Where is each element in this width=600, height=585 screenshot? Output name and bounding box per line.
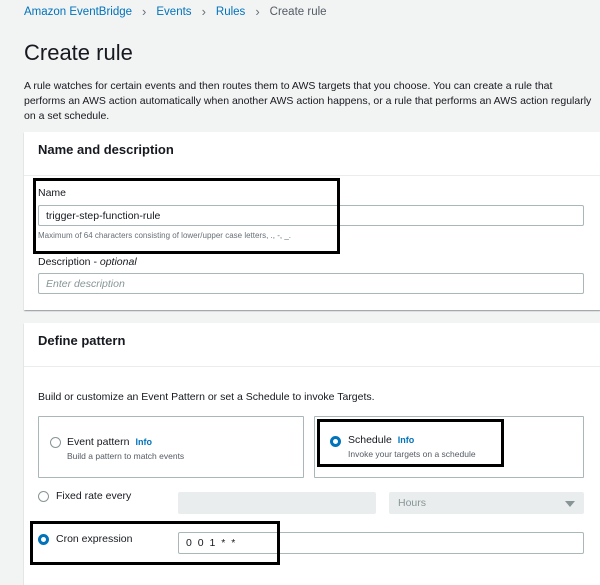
breadcrumb-link-events[interactable]: Events (156, 5, 192, 18)
chevron-right-icon: › (255, 4, 260, 19)
name-hint: Maximum of 64 characters consisting of lower/upper case letters, ., -, _. (38, 231, 291, 240)
chevron-right-icon: › (142, 4, 147, 19)
name-description-panel (24, 132, 600, 310)
fixed-rate-unit-value: Hours (398, 497, 427, 509)
define-pattern-panel (24, 323, 600, 585)
panel-header: Define pattern (24, 323, 600, 367)
schedule-info-link[interactable]: Info (397, 435, 415, 445)
event-pattern-radio[interactable] (50, 437, 61, 448)
pattern-intro: Build or customize an Event Pattern or set a Schedule to invoke Targets. (38, 391, 375, 403)
event-pattern-desc: Build a pattern to match events (67, 451, 185, 461)
breadcrumb (24, 4, 327, 19)
event-pattern-info-link[interactable]: Info (135, 437, 152, 447)
description-label: Description - optional (38, 256, 137, 268)
chevron-right-icon: › (201, 4, 206, 19)
cron-expression-input[interactable] (178, 532, 584, 554)
caret-down-icon (565, 501, 575, 507)
name-label: Name (38, 187, 67, 199)
cron-label: Cron expression (56, 533, 133, 545)
schedule-radio[interactable] (330, 436, 341, 447)
fixed-rate-value-input[interactable] (178, 492, 376, 514)
breadcrumb-current: Create rule (269, 5, 327, 18)
page-intro: A rule watches for certain events and then routes them to AWS targets that you choose. You can create a rule that performs an AWS action automatically when another AWS action happens, or a rule that performs an AWS action regularly on a set schedule. (24, 80, 592, 122)
event-pattern-label: Event pattern Info (67, 436, 152, 448)
name-input[interactable] (38, 205, 584, 226)
fixed-rate-radio[interactable] (38, 491, 49, 502)
event-pattern-tile[interactable] (38, 416, 304, 478)
schedule-tile[interactable] (314, 416, 584, 478)
schedule-label: Schedule Info (348, 434, 415, 446)
panel-header: Name and description (24, 132, 600, 176)
page-title: Create rule (24, 40, 133, 65)
cron-radio[interactable] (38, 534, 49, 545)
description-input[interactable] (38, 273, 584, 294)
fixed-rate-unit-select[interactable] (389, 492, 584, 514)
fixed-rate-label: Fixed rate every (56, 490, 132, 502)
breadcrumb-link-rules[interactable]: Rules (215, 5, 246, 18)
breadcrumb-link-eventbridge[interactable]: Amazon EventBridge (24, 5, 133, 18)
schedule-desc: Invoke your targets on a schedule (348, 449, 476, 459)
